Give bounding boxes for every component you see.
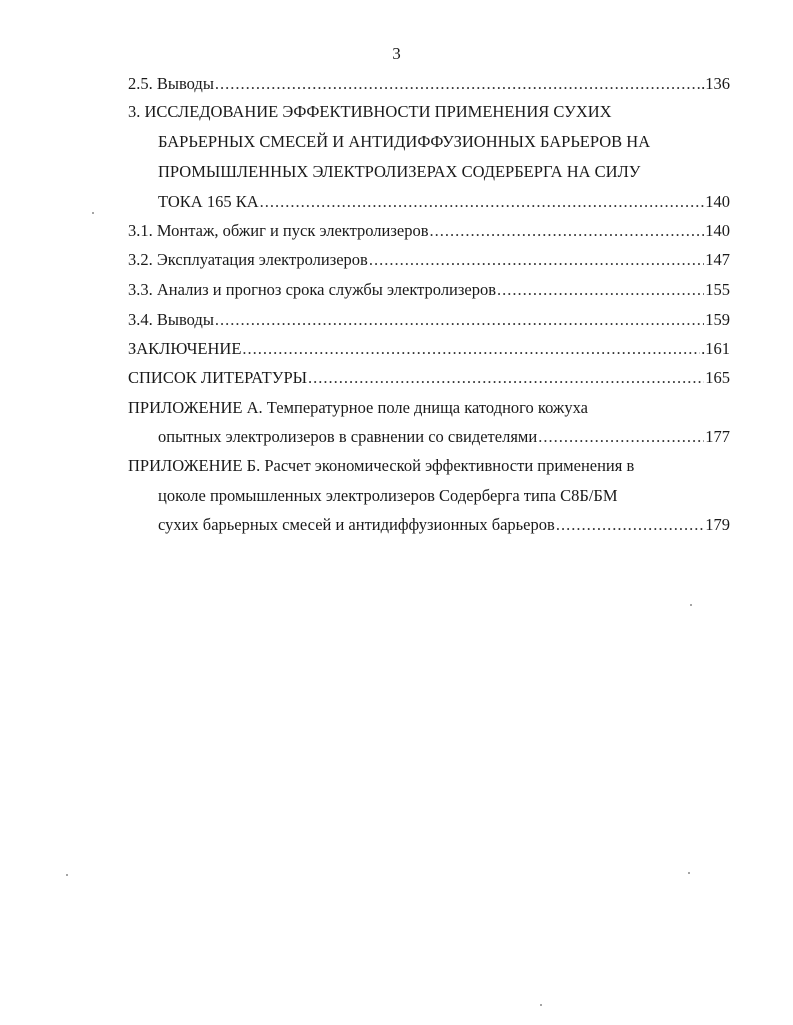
toc-entry-3-1 xyxy=(128,219,730,243)
toc-leader-dots xyxy=(260,190,705,214)
toc-entry-text: цоколе промышленных электролизеров Содерберга типа С8Б/БМ xyxy=(158,486,618,505)
toc-entry-appendix-b-line3 xyxy=(158,513,730,537)
toc-leader-dots xyxy=(215,72,700,96)
toc-entry-3-line2 xyxy=(158,130,650,154)
toc-entry-page: 165 xyxy=(705,368,730,387)
scan-speck xyxy=(688,872,690,874)
scan-speck xyxy=(690,604,692,606)
toc-entry-3-line4 xyxy=(158,190,730,214)
toc-entry-page: 147 xyxy=(705,250,730,269)
toc-leader-dots xyxy=(556,513,704,537)
toc-entry-2-5 xyxy=(128,72,730,96)
toc-entry-appendix-a-line1 xyxy=(128,396,588,420)
scan-speck xyxy=(92,212,94,214)
toc-entry-page: 155 xyxy=(705,280,730,299)
toc-entry-3-line1 xyxy=(128,100,612,124)
toc-entry-text: 2.5. Выводы xyxy=(128,74,214,93)
toc-leader-dots xyxy=(538,425,704,449)
scan-speck xyxy=(66,874,68,876)
toc-entry-text: 3.1. Монтаж, обжиг и пуск электролизеров xyxy=(128,221,429,240)
toc-entry-page: 177 xyxy=(705,427,730,446)
toc-entry-page: 179 xyxy=(705,515,730,534)
toc-leader-dots xyxy=(369,248,704,272)
toc-entry-text: ТОКА 165 КА xyxy=(158,192,259,211)
toc-entry-references xyxy=(128,366,730,390)
toc-entry-page: .136 xyxy=(701,74,730,93)
toc-entry-text: 3.4. Выводы xyxy=(128,310,214,329)
toc-entry-appendix-b-line2 xyxy=(158,484,618,508)
toc-entry-page: 140 xyxy=(705,221,730,240)
toc-entry-3-4 xyxy=(128,308,730,332)
toc-entry-3-line3 xyxy=(158,160,640,184)
toc-entry-text: сухих барьерных смесей и антидиффузионных барьеров xyxy=(158,515,555,534)
toc-entry-text: 3.3. Анализ и прогноз срока службы электролизеров xyxy=(128,280,497,299)
toc-entry-text: ПРИЛОЖЕНИЕ Б. Расчет экономической эффективности применения в xyxy=(128,456,635,475)
toc-leader-dots xyxy=(308,366,704,390)
toc-entry-text: ПРОМЫШЛЕННЫХ ЭЛЕКТРОЛИЗЕРАХ СОДЕРБЕРГА НА СИЛУ xyxy=(158,162,641,181)
toc-entry-3-3 xyxy=(128,278,730,302)
toc-entry-page: 140 xyxy=(705,192,730,211)
toc-entry-page: 159 xyxy=(705,310,730,329)
toc-leader-dots xyxy=(215,308,704,332)
toc-entry-text: ЗАКЛЮЧЕНИЕ xyxy=(128,339,242,358)
toc-entry-page: .161 xyxy=(701,339,730,358)
toc-leader-dots xyxy=(497,278,704,302)
toc-entry-text: опытных электролизеров в сравнении со свидетелями xyxy=(158,427,538,446)
toc-entry-conclusion xyxy=(128,337,730,361)
toc-entry-3-2 xyxy=(128,248,730,272)
toc-entry-text: БАРЬЕРНЫХ СМЕСЕЙ И АНТИДИФФУЗИОННЫХ БАРЬЕРОВ НА xyxy=(158,132,651,151)
toc-entry-text: 3.2. Эксплуатация электролизеров xyxy=(128,250,368,269)
toc-entry-text: СПИСОК ЛИТЕРАТУРЫ xyxy=(128,368,308,387)
toc-entry-appendix-b-line1 xyxy=(128,454,634,478)
toc-entry-text: ПРИЛОЖЕНИЕ А. Температурное поле днища катодного кожуха xyxy=(128,398,588,417)
toc-leader-dots xyxy=(430,219,705,243)
scan-speck xyxy=(540,1004,542,1006)
page-number: 3 xyxy=(392,44,401,63)
toc-leader-dots xyxy=(242,337,700,361)
toc-entry-text: 3. ИССЛЕДОВАНИЕ ЭФФЕКТИВНОСТИ ПРИМЕНЕНИЯ СУХИХ xyxy=(128,102,612,121)
toc-entry-appendix-a-line2 xyxy=(158,425,730,449)
